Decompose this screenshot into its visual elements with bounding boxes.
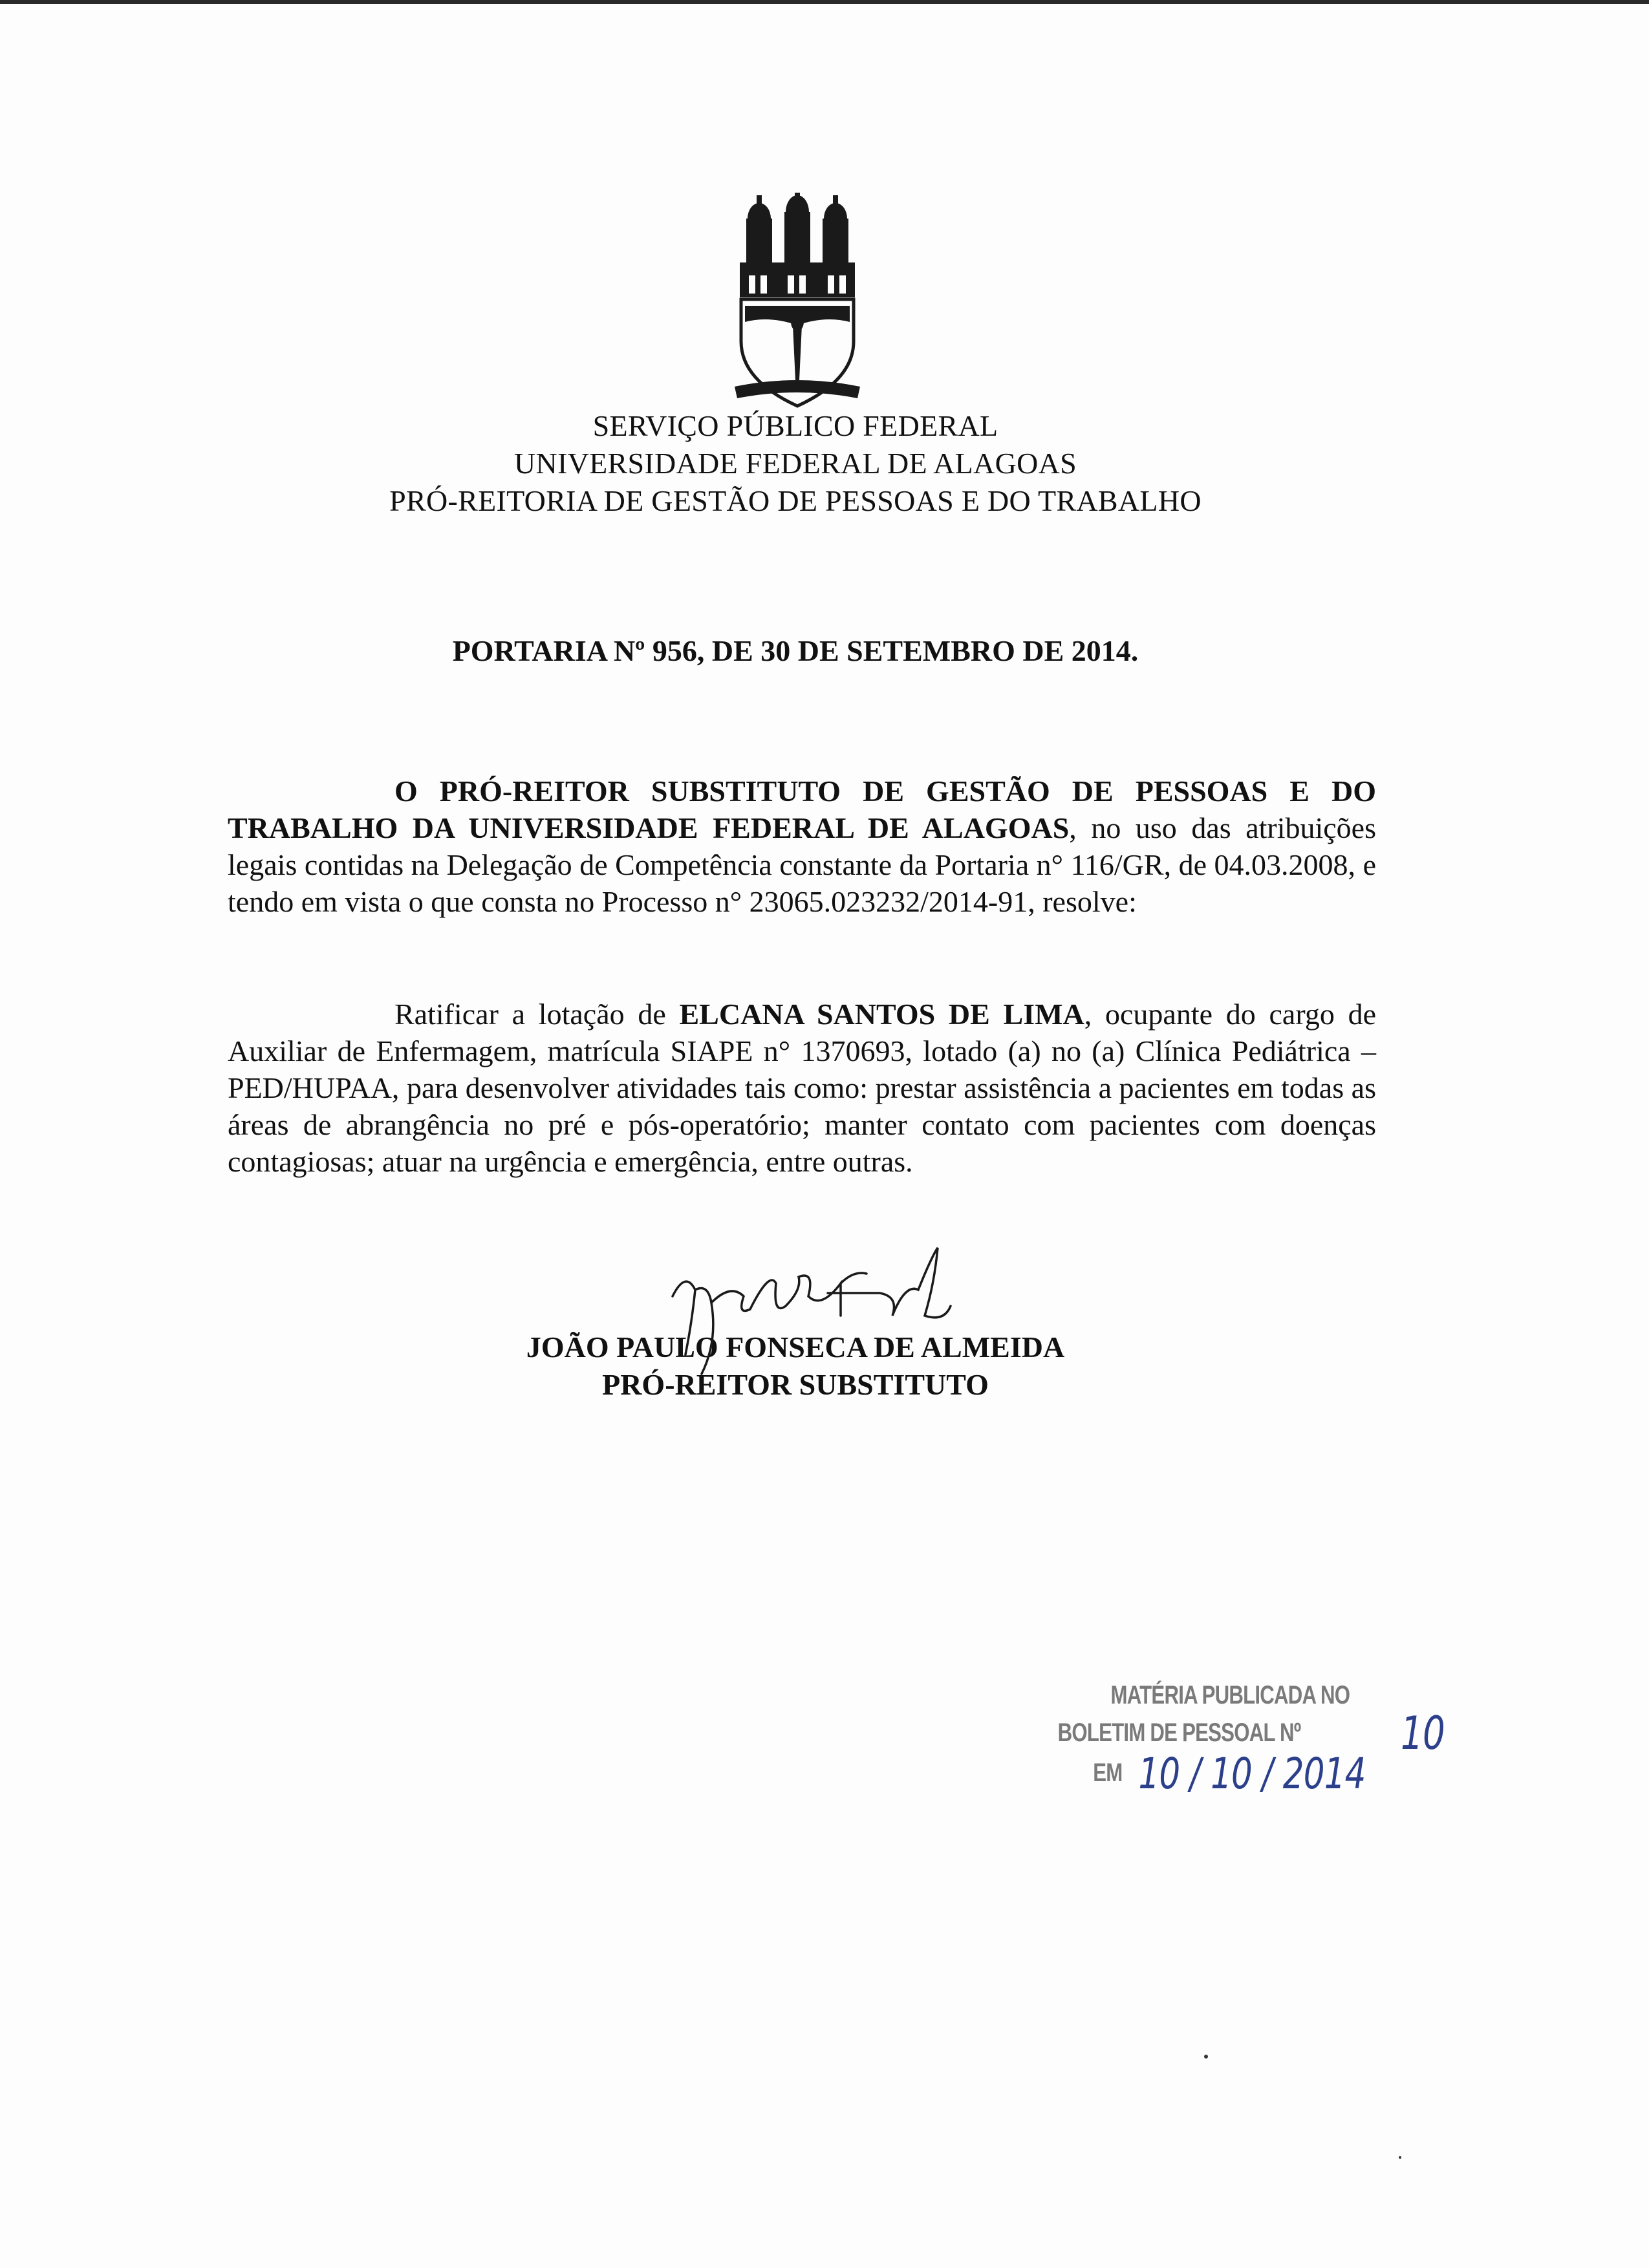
header-line-1: SERVIÇO PÚBLICO FEDERAL: [592, 409, 998, 442]
paragraph-resolution: [228, 996, 1376, 1180]
authority-text: , no uso das atribuições legais contidas na Delegação de Competência constante da Portaria n° 116/GR, de 04.03.2008, e tendo em vista o que consta no Processo n° 23065.023232/2014-91, resolve:: [228, 811, 1377, 918]
signatory-title: PRÓ-REITOR SUBSTITUTO: [602, 1368, 989, 1401]
employee-name: ELCANA SANTOS DE LIMA: [679, 998, 1084, 1031]
resolution-start: Ratificar a lotação de: [394, 998, 680, 1031]
stamp-line-2: BOLETIM DE PESSOAL Nº: [1057, 1718, 1301, 1747]
stamp-date: 10 / 10 / 2014: [1138, 1749, 1366, 1799]
portaria-title: PORTARIA Nº 956, DE 30 DE SETEMBRO DE 2014.: [452, 634, 1139, 667]
authority-name: O PRÓ-REITOR SUBSTITUTO DE GESTÃO DE PESSOAS E DO TRABALHO DA UNIVERSIDADE FEDERAL DE ALAGOAS: [228, 775, 1376, 844]
stamp-bulletin-number: 10: [1401, 1707, 1445, 1760]
scan-top-edge: [0, 0, 1649, 4]
handwritten-signature: [647, 1245, 970, 1380]
header-line-3: PRÓ-REITORIA DE GESTÃO DE PESSOAS E DO TRABALHO: [389, 484, 1202, 517]
signatory-name: JOÃO PAULO FONSECA DE ALMEIDA: [526, 1331, 1065, 1364]
paragraph-authority: [228, 773, 1376, 920]
scan-speck: [1204, 2055, 1208, 2059]
stamp-line-3: EM: [1093, 1759, 1123, 1787]
stamp-line-1: MATÉRIA PUBLICADA NO: [1110, 1681, 1350, 1709]
publication-stamp: [1048, 1681, 1445, 1836]
header-line-2: UNIVERSIDADE FEDERAL DE ALAGOAS: [513, 447, 1077, 480]
resolution-text: , ocupante do cargo de Auxiliar de Enfermagem, matrícula SIAPE n° 1370693, lotado (a) no (a) Clínica Pediátrica – PED/HUPAA, para desenvolver atividades tais como: prestar assistência a pacientes em todas as áreas de abrangência no pré e pós-operatório; manter contato com pacientes com doenças contagiosas; atuar na urgência e emergência, entre outras.: [228, 998, 1376, 1178]
ufal-crest-icon: [735, 193, 860, 412]
scan-speck: [1399, 2156, 1401, 2159]
